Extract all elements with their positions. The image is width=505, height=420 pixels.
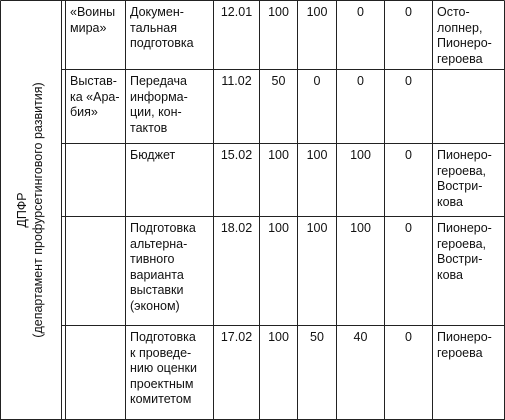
value-cell: 100 <box>350 221 371 235</box>
task-cell: Докумен- тальная подготовка <box>130 5 194 50</box>
task-cell: Передача информа- ции, кон- тактов <box>130 74 188 135</box>
value-cell: 0 <box>405 148 412 162</box>
value-cell: 40 <box>353 330 368 344</box>
value-cell: 50 <box>310 330 324 344</box>
value-cell: 0 <box>357 5 364 19</box>
project-cell <box>70 327 124 330</box>
project-cell <box>70 218 124 221</box>
value-cell: 100 <box>350 148 371 162</box>
responsible-cell: Пионеро- героева, Востри- кова <box>437 221 492 282</box>
department-name: (департамент профурсетингового развития) <box>31 82 45 338</box>
value-cell: 100 <box>306 148 328 162</box>
value-cell: 0 <box>405 221 412 235</box>
department-code: ДПФР <box>15 192 29 228</box>
task-cell: Бюджет <box>130 148 176 162</box>
value-cell: 100 <box>306 5 328 19</box>
value-cell: 0 <box>405 5 412 19</box>
date-cell: 15.02 <box>220 148 253 162</box>
responsible-cell <box>437 71 504 74</box>
date-cell: 18.02 <box>220 221 253 235</box>
date-cell: 12.01 <box>220 5 253 19</box>
department-cell <box>0 0 60 420</box>
date-cell: 11.02 <box>221 74 252 88</box>
task-cell: Подготовка к проведе- нию оценки проектным комитетом <box>130 330 198 406</box>
value-cell: 0 <box>357 74 364 88</box>
project-cell: «Воины мира» <box>70 5 116 35</box>
responsible-cell: Пионеро- героева, Востри- кова <box>437 148 492 209</box>
responsible-cell: Пионеро- героева <box>437 330 492 360</box>
value-cell: 100 <box>306 221 328 235</box>
department-label <box>14 82 46 337</box>
value-cell: 50 <box>271 74 286 88</box>
value-cell: 0 <box>313 74 321 88</box>
value-cell: 100 <box>268 221 289 235</box>
project-cell <box>70 145 124 148</box>
project-cell: Выстав- ка «Ара- бия» <box>70 74 120 119</box>
date-cell: 17.02 <box>220 330 253 344</box>
value-cell: 100 <box>268 148 289 162</box>
task-cell: Подготовка альтерна- тивного варианта выставки (эконом) <box>130 221 196 313</box>
value-cell: 100 <box>268 5 289 19</box>
value-cell: 100 <box>268 330 289 344</box>
responsible-cell: Осто- лопнер, Пионеро- героева <box>437 5 492 66</box>
value-cell: 0 <box>405 74 412 88</box>
value-cell: 0 <box>405 330 412 344</box>
